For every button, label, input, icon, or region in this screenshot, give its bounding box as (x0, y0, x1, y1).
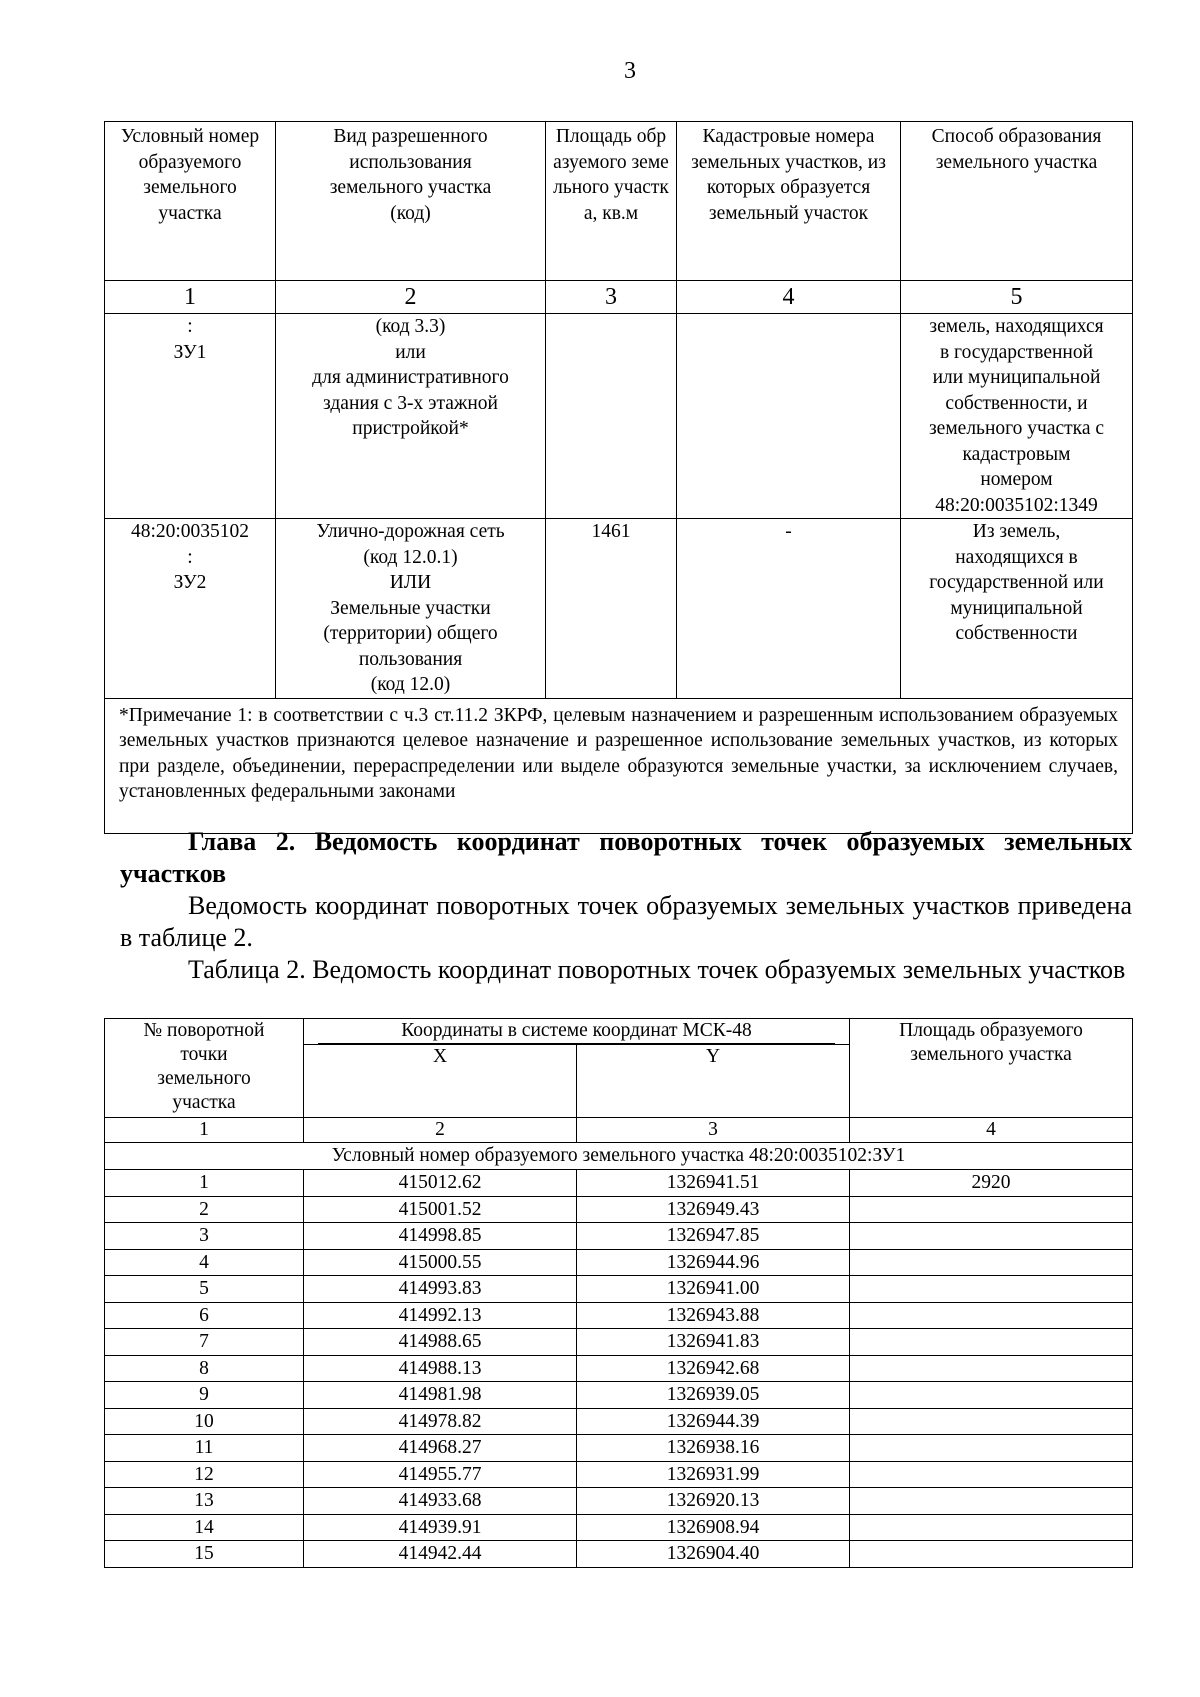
method-line: государственной или (929, 572, 1104, 593)
column-number: 4 (850, 1118, 1133, 1143)
y-coordinate-cell: 1326920.13 (577, 1488, 850, 1515)
area-cell (850, 1223, 1133, 1250)
coordinate-row (105, 1408, 1133, 1435)
x-coordinate-cell: 414988.13 (304, 1355, 577, 1382)
plot-number-cell (105, 314, 276, 519)
table-2-caption-text: Таблица 2. Ведомость координат поворотных точек образуемых земельных участков (188, 955, 1126, 984)
y-coordinate-cell: 1326949.43 (577, 1196, 850, 1223)
use-line: пользования (358, 648, 463, 670)
table-2-caption (120, 954, 1132, 986)
area-cell (850, 1302, 1133, 1329)
table1-header-number: Условный номер образуемого земельного участка (105, 122, 276, 281)
y-coordinate-cell: 1326944.96 (577, 1249, 850, 1276)
x-coordinate-cell: 414933.68 (304, 1488, 577, 1515)
method-line: муниципальной (950, 597, 1083, 619)
area-cell (850, 1408, 1133, 1435)
table2-header-row-1 (105, 1019, 1133, 1045)
use-line: для административного (312, 367, 509, 388)
area-cell (850, 1435, 1133, 1462)
area-cell (850, 1488, 1133, 1515)
method-line: собственности, и (945, 392, 1088, 414)
y-coordinate-cell: 1326942.68 (577, 1355, 850, 1382)
method-line: Из земель, (972, 521, 1061, 542)
land-plots-table (104, 121, 1133, 834)
coordinate-row (105, 1329, 1133, 1356)
method-line: 48:20:0035102:1349 (935, 494, 1098, 516)
point-number-cell: 3 (105, 1223, 304, 1250)
plot-number-line: ЗУ1 (173, 341, 207, 363)
table2-header-point: № поворотной точки земельного участка (105, 1019, 304, 1118)
permitted-use-cell (276, 519, 546, 699)
method-line: кадастровым (962, 443, 1071, 465)
y-coordinate-cell: 1326939.05 (577, 1382, 850, 1409)
area-cell (850, 1196, 1133, 1223)
use-line: (территории) общего (323, 623, 498, 644)
x-coordinate-cell: 415000.55 (304, 1249, 577, 1276)
x-coordinate-cell: 414998.85 (304, 1223, 577, 1250)
x-coordinate-cell: 414988.65 (304, 1329, 577, 1356)
table1-row-zu1 (105, 314, 1133, 519)
coordinate-row (105, 1249, 1133, 1276)
use-line: (код 12.0.1) (363, 546, 458, 568)
plot-number-line: 48:20:0035102 (130, 521, 250, 542)
plot-number-cell (105, 519, 276, 699)
area-cell (850, 1249, 1133, 1276)
plot-number-line: : (187, 546, 193, 568)
use-line: Улично-дорожная сеть (316, 521, 505, 542)
table1-column-numbers (105, 281, 1133, 314)
chapter-2-title (120, 826, 1132, 890)
coordinates-table (104, 1018, 1133, 1568)
table2-column-numbers (105, 1118, 1133, 1143)
plot-number-line: : (187, 316, 193, 337)
y-coordinate-cell: 1326904.40 (577, 1541, 850, 1568)
coordinate-row (105, 1355, 1133, 1382)
column-number: 2 (304, 1118, 577, 1143)
y-coordinate-cell: 1326908.94 (577, 1514, 850, 1541)
formation-method-cell (901, 314, 1133, 519)
column-number: 2 (276, 281, 546, 314)
y-coordinate-cell: 1326941.00 (577, 1276, 850, 1303)
area-cell: 2920 (850, 1170, 1133, 1197)
y-coordinate-cell: 1326938.16 (577, 1435, 850, 1462)
use-line: здания с 3-х этажной (323, 392, 498, 414)
coordinate-row (105, 1435, 1133, 1462)
method-line: номером (980, 469, 1053, 490)
note-cell (105, 698, 1133, 833)
coordinate-row (105, 1541, 1133, 1568)
method-line: в государственной (939, 341, 1094, 363)
point-number-cell: 4 (105, 1249, 304, 1276)
coordinate-row (105, 1488, 1133, 1515)
area-cell (850, 1329, 1133, 1356)
use-line: (код 3.3) (375, 316, 446, 337)
table1-header-area: Площадь образуемого земельного участка, кв.м (546, 122, 677, 281)
point-number-cell: 9 (105, 1382, 304, 1409)
column-number: 1 (105, 281, 276, 314)
coordinate-rows (105, 1170, 1133, 1568)
table1-note-row (105, 698, 1133, 833)
point-number-cell: 15 (105, 1541, 304, 1568)
point-number-cell: 10 (105, 1408, 304, 1435)
permitted-use-cell (276, 314, 546, 519)
coordinate-row (105, 1514, 1133, 1541)
coordinate-row (105, 1302, 1133, 1329)
chapter-2-title-text: Глава 2. Ведомость координат поворотных точек образуемых земельных участков (120, 827, 1132, 888)
method-line: собственности (955, 623, 1078, 644)
x-coordinate-cell: 414968.27 (304, 1435, 577, 1462)
use-line: пристройкой* (352, 418, 469, 439)
method-line: земельного участка с (928, 418, 1105, 439)
coordinate-row (105, 1276, 1133, 1303)
point-number-cell: 2 (105, 1196, 304, 1223)
area-cell (850, 1541, 1133, 1568)
coordinate-row (105, 1461, 1133, 1488)
y-coordinate-cell: 1326941.83 (577, 1329, 850, 1356)
coordinate-row (105, 1170, 1133, 1197)
x-coordinate-cell: 414992.13 (304, 1302, 577, 1329)
chapter-2-paragraph-text: Ведомость координат поворотных точек образуемых земельных участков приведена в таблице 2. (120, 891, 1132, 952)
use-line: (код 12.0) (370, 674, 451, 695)
formation-method-cell (901, 519, 1133, 699)
x-coordinate-cell: 414955.77 (304, 1461, 577, 1488)
table1-header-method: Способ образования земельного участка (901, 122, 1133, 281)
section-title: Условный номер образуемого земельного участка 48:20:0035102:ЗУ1 (105, 1143, 1133, 1170)
point-number-cell: 8 (105, 1355, 304, 1382)
x-coordinate-cell: 414942.44 (304, 1541, 577, 1568)
coordinate-row (105, 1196, 1133, 1223)
x-coordinate-cell: 415001.52 (304, 1196, 577, 1223)
point-number-cell: 5 (105, 1276, 304, 1303)
method-line: земель, находящихся (929, 316, 1104, 337)
cadastral-cell (677, 314, 901, 519)
column-number: 4 (677, 281, 901, 314)
y-coordinate-cell: 1326944.39 (577, 1408, 850, 1435)
y-coordinate-cell: 1326931.99 (577, 1461, 850, 1488)
table2-header-coords (304, 1019, 850, 1045)
coordinate-row (105, 1223, 1133, 1250)
y-coordinate-cell: 1326941.51 (577, 1170, 850, 1197)
column-number: 5 (901, 281, 1133, 314)
column-number: 1 (105, 1118, 304, 1143)
method-line: или муниципальной (932, 367, 1101, 388)
table1-header-row (105, 122, 1133, 281)
point-number-cell: 1 (105, 1170, 304, 1197)
x-coordinate-cell: 414939.91 (304, 1514, 577, 1541)
area-cell (850, 1461, 1133, 1488)
table1-row-zu2 (105, 519, 1133, 699)
column-number: 3 (546, 281, 677, 314)
y-coordinate-cell: 1326947.85 (577, 1223, 850, 1250)
point-number-cell: 6 (105, 1302, 304, 1329)
use-line: или (395, 341, 426, 363)
column-number: 3 (577, 1118, 850, 1143)
x-coordinate-cell: 415012.62 (304, 1170, 577, 1197)
x-coordinate-cell: 414981.98 (304, 1382, 577, 1409)
table1-header-use: Вид разрешенного использования земельного участка (код) (276, 122, 546, 281)
area-cell (850, 1276, 1133, 1303)
coordinate-row (105, 1382, 1133, 1409)
area-cell: 1461 (546, 519, 677, 699)
table2-header-x: X (304, 1045, 577, 1118)
point-number-cell: 13 (105, 1488, 304, 1515)
cadastral-cell: - (677, 519, 901, 699)
point-number-cell: 14 (105, 1514, 304, 1541)
plot-number-line: ЗУ2 (173, 572, 207, 593)
area-cell (850, 1382, 1133, 1409)
point-number-cell: 7 (105, 1329, 304, 1356)
area-cell (850, 1514, 1133, 1541)
area-cell (850, 1355, 1133, 1382)
table1-header-cadastral: Кадастровые номера земельных участков, из которых образуется земельный участок (677, 122, 901, 281)
page-number: 3 (624, 58, 636, 84)
method-line: находящихся в (955, 546, 1078, 568)
table2-header-y: Y (577, 1045, 850, 1118)
coords-title: Координаты в системе координат МСК-48 (318, 1019, 835, 1044)
table2-section-row (105, 1143, 1133, 1170)
x-coordinate-cell: 414978.82 (304, 1408, 577, 1435)
x-coordinate-cell: 414993.83 (304, 1276, 577, 1303)
point-number-cell: 12 (105, 1461, 304, 1488)
area-cell (546, 314, 677, 519)
use-line: Земельные участки (330, 597, 491, 619)
chapter-2-paragraph (120, 890, 1132, 954)
use-line: ИЛИ (389, 572, 432, 593)
y-coordinate-cell: 1326943.88 (577, 1302, 850, 1329)
table2-header-area: Площадь образуемого земельного участка (850, 1019, 1133, 1118)
note-text: *Примечание 1: в соответствии с ч.3 ст.11.2 ЗКРФ, целевым назначением и разрешенным использованием образуемых земельных участков признаются целевое назначение и разрешенное использование земельных участков, из которых при разделе, объединении, перераспределении или выделе образуются земельные участки, за исключением случаев, установленных федеральными законами (119, 704, 1118, 802)
point-number-cell: 11 (105, 1435, 304, 1462)
